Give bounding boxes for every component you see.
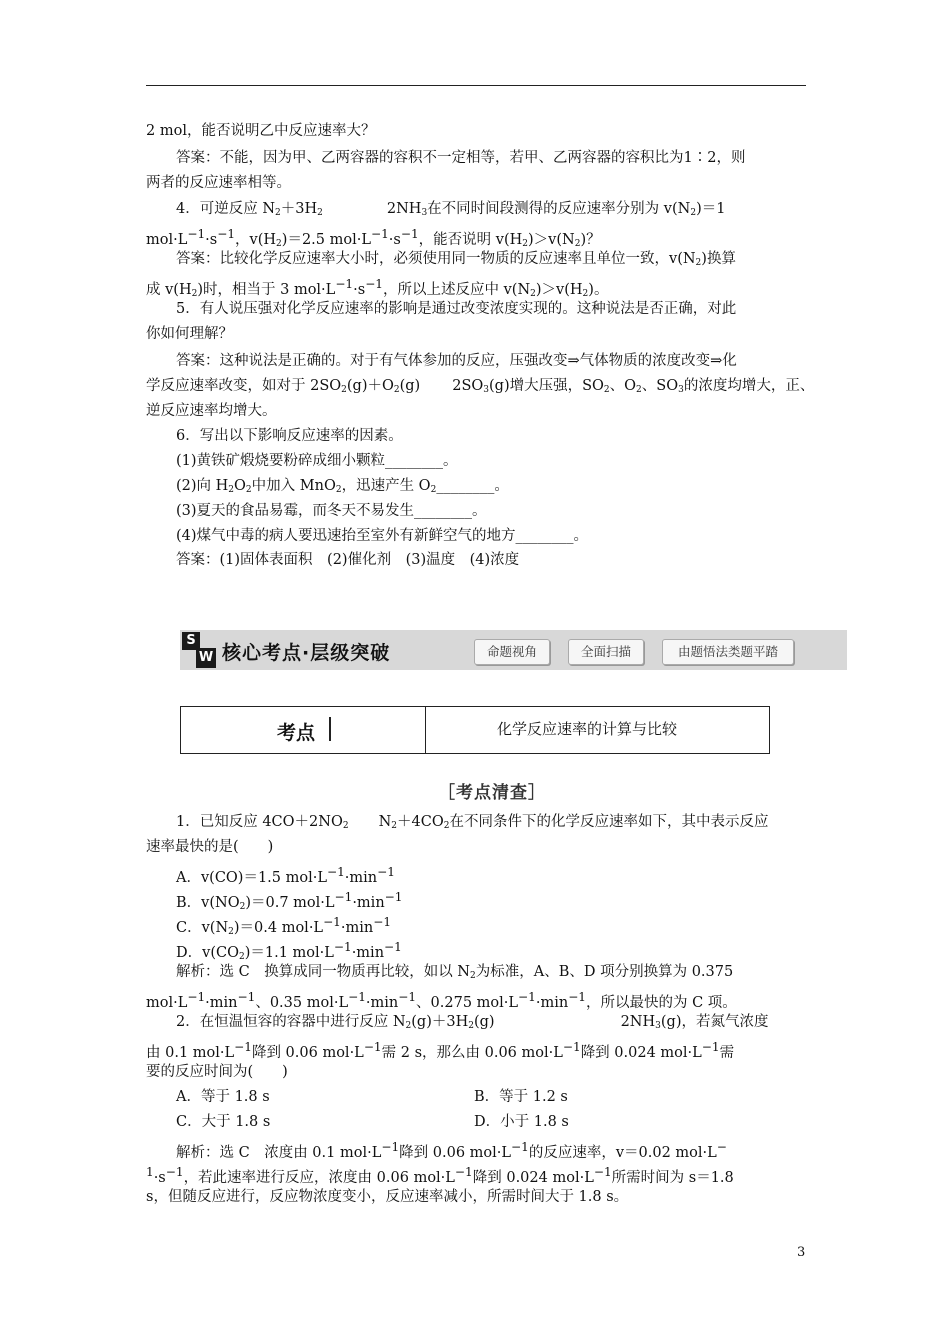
option-d: D．小于 1.8 s [474,1114,569,1130]
page-number: 3 [797,1245,806,1260]
option-d: D．$v(CO_2)=1.1$ $mol\cdot L^{-1}\cdot\min^{-1}$ [176,940,402,962]
kaodian-separator [425,707,426,753]
text-line: 成 $v(H_2)$时，相当于 3 $mol\cdot L^{-1}\cdot s^{-1}$，所以上述反应中 $v(N_2)>v(H_2)$。 [146,277,609,299]
text-line: 两者的反应速率相等。 [146,175,291,191]
text-line: 2 mol，能否说明乙中反应速率大？ [146,123,376,139]
kaodian-box [180,706,770,754]
option-c: C．$v(N_2)=0.4$ $mol\cdot L^{-1}\cdot\min^{-1}$ [176,915,392,937]
banner-title: 核心考点·层级突破 [222,642,391,664]
question-6: 6．写出以下影响反应速率的因素。 [176,428,403,444]
sub-question: (1)黄铁矿煅烧要粉碎成细小颗粒________。 [176,453,458,469]
text-line: 学反应速率改变，如对于 $2SO_2(g)+O_2(g)$ $2SO_3(g)$增大压强，$SO_2$、$O_2$、$SO_3$的浓度均增大，正、 [146,378,815,395]
text-line: 你如何理解？ [146,326,233,342]
question-1: 1．已知反应 $4CO+2NO_2$ $N_2+4CO_2$在不同条件下的化学反应速率如下，其中表示反应 [176,814,769,831]
kaodian-label: 考点 [277,722,316,744]
sw-logo-icon: S W [182,632,216,668]
answer-line: 答案：不能，因为甲、乙两容器的容积不一定相等，若甲、乙两容器的容积比为1∶2，则 [176,150,746,166]
sub-question: (4)煤气中毒的病人要迅速抬至室外有新鲜空气的地方________。 [176,528,589,544]
question-5: 5．有人说压强对化学反应速率的影响是通过改变浓度实现的。这种说法是否正确，对此 [176,301,737,317]
text-line: $mol\cdot L^{-1}\cdot\min^{-1}$、0.35 $mol\cdot L^{-1}\cdot\min^{-1}$、0.275 $mol\cdot L^{-1}\cdot\min^{-1}$，所以最快的为 C 项。 [146,990,737,1011]
option-a: A．等于 1.8 s [176,1089,270,1105]
answer-line: 答案：(1)固体表面积 (2)催化剂 (3)温度 (4)浓度 [176,552,520,568]
text-line: $^1\cdot s^{-1}$，若此速率进行反应，浓度由 0.06 $mol\cdot L^{-1}$降到 0.024 $mol\cdot L^{-1}$所需时间为 s＝1.8 [146,1165,734,1186]
text-line: 逆反应速率均增大。 [146,403,277,419]
option-a: A．v(CO)＝1.5 $mol\cdot L^{-1}\cdot\min^{-1}$ [176,865,395,886]
section-heading: ［考点清查］ [438,783,546,803]
analysis-line: 解析：选 C 换算成同一物质再比较，如以 $N_2$为标准，A、B、D 项分别换算为 0.375 [176,964,734,981]
sub-question: (2)向 $H_2O_2$中加入 MnO$_2$，迅速产生 $O_2\_\_\_\_\_\_\_\_$。 [176,478,509,495]
option-b: B．$v(NO_2)=0.7$ $mol\cdot L^{-1}\cdot\min^{-1}$ [176,890,403,912]
analysis-line: 解析：选 C 浓度由 0.1 $mol\cdot L^{-1}$降到 0.06 $mol\cdot L^{-1}$的反应速率，v＝0.02 mol·L− [176,1140,727,1161]
kaodian-topic: 化学反应速率的计算与比较 [497,720,678,738]
answer-line: 答案：这种说法是正确的。对于有气体参加的反应，压强改变⇒气体物质的浓度改变⇒化 [176,353,737,369]
text-line: 要的反应时间为( ) [146,1064,288,1080]
text-line: 由 0.1 $mol\cdot L^{-1}$降到 0.06 $mol\cdot L^{-1}$需 2 s，那么由 0.06 $mol\cdot L^{-1}$降到 0.024 $mol\cdot L^{-1}$需 [146,1040,735,1061]
text-line: $mol\cdot L^{-1}\cdot s^{-1}$，$v(H_2)=2.5$ $mol\cdot L^{-1}\cdot s^{-1}$，能否说明 $v(H_2)>v(N_2)$？ [146,227,601,249]
tab-mingti-shijiao[interactable]: 命题视角 [474,639,550,665]
text-line: 速率最快的是( ) [146,839,274,855]
answer-line: 答案：比较化学反应速率大小时，必须使用同一物质的反应速率且单位一致，$v(N_2)$换算 [176,251,736,268]
question-4: 4．可逆反应 $N_2+3H_2$ $2NH_3$在不同时间段测得的反应速率分别为 $v(N_2)=1$ [176,201,726,218]
header-rule [146,85,806,86]
sub-question: (3)夏天的食品易霉，而冬天不易发生________。 [176,503,487,519]
option-b: B．等于 1.2 s [474,1089,568,1105]
option-c: C．大于 1.8 s [176,1114,271,1130]
tab-quanmian-saomiao[interactable]: 全面扫描 [568,639,644,665]
text-line: s，但随反应进行，反应物浓度变小，反应速率减小，所需时间大于 1.8 s。 [146,1189,629,1205]
section-banner [180,630,847,670]
kaodian-divider [329,717,331,741]
question-2: 2．在恒温恒容的容器中进行反应 $N_2(g)+3H_2(g)$ $2NH_3(g)$，若氮气浓度 [176,1014,769,1031]
tab-leiti-pingta[interactable]: 由题悟法类题平踏 [662,639,794,665]
